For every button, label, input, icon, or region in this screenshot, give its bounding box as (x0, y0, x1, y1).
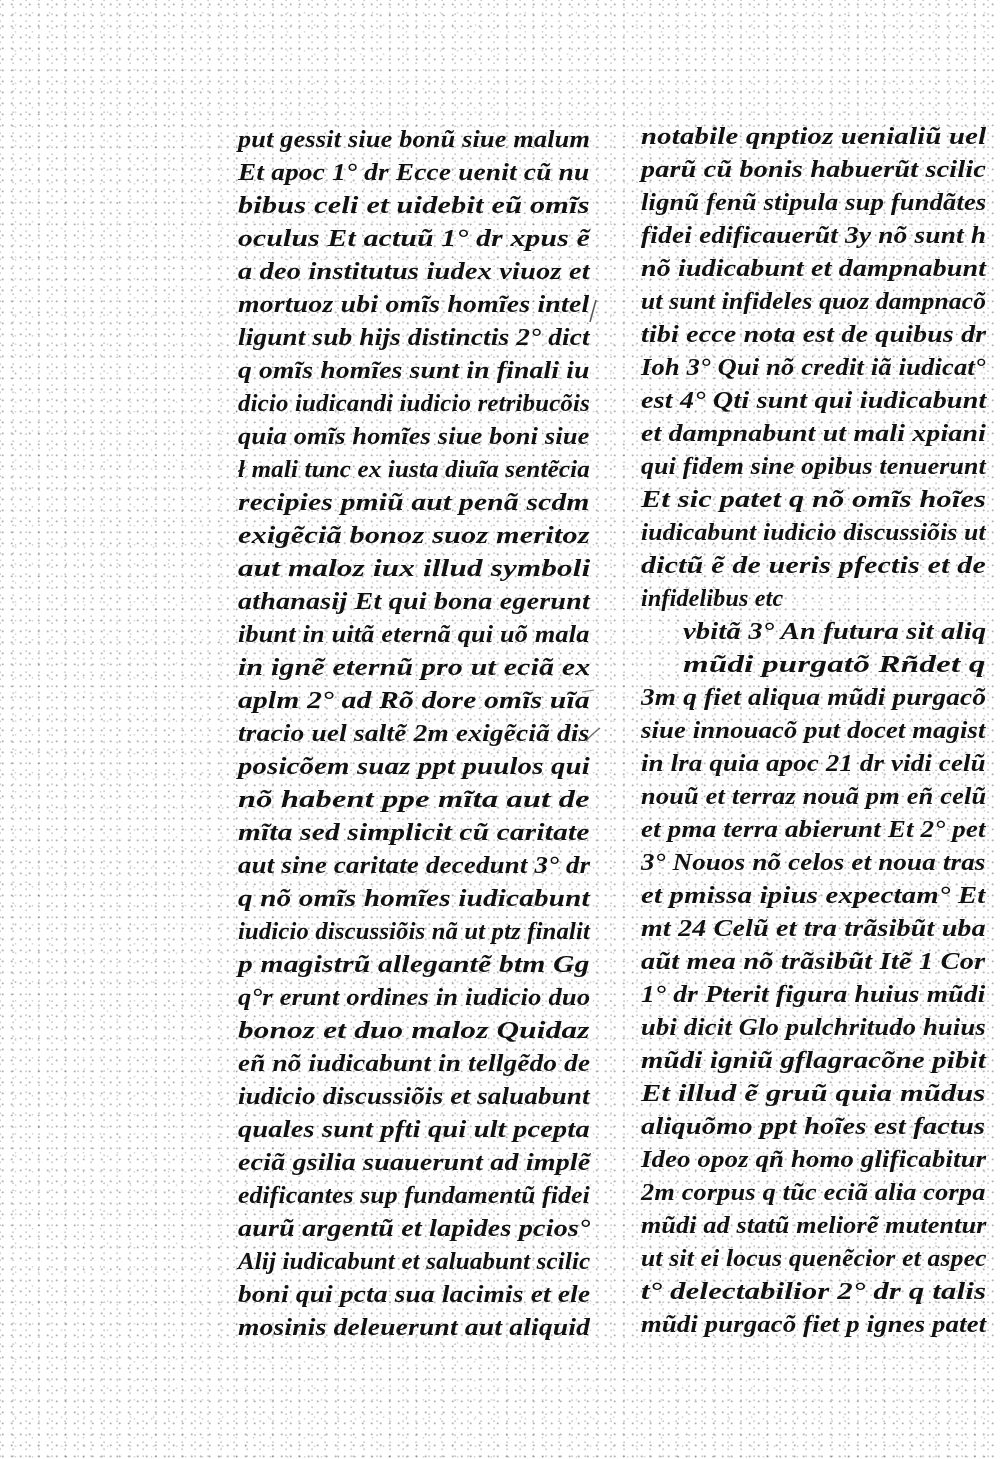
manuscript-line: athanasij Et qui bona egerunt (238, 589, 591, 615)
manuscript-line: Et apoc 1° dr Ecce uenit cũ nu (238, 160, 590, 186)
manuscript-line: mũdi purgatõ Rñdet q (683, 652, 986, 678)
manuscript-line: eñ nõ iudicabunt in tellgẽdo de (238, 1051, 591, 1077)
manuscript-line: aut maloz iux illud symboli (238, 556, 591, 582)
manuscript-line: eciã gsilia suauerunt ad implẽ (238, 1150, 591, 1176)
section-heading-line: vbitã 3° An futura sit aliq (683, 619, 987, 645)
manuscript-line: aũt mea nõ trãsibũt Itẽ 1 Cor (641, 949, 986, 975)
manuscript-line: et pma terra abierunt Et 2° pet (641, 817, 986, 843)
manuscript-line: edificantes sup fundamentũ fidei (238, 1183, 590, 1209)
manuscript-line: iudicio discussiõis nã ut ptz finalit (238, 919, 591, 945)
manuscript-line: p magistrũ allegantẽ btm Gg (238, 952, 590, 978)
manuscript-line: ligunt sub hijs distinctis 2° dict (238, 325, 590, 351)
manuscript-line: dicio iudicandi iudicio retribucõis (238, 391, 590, 417)
manuscript-line: nouũ et terraz nouã pm eñ celũ (641, 784, 987, 810)
manuscript-line: aliquõmo ppt hoĩes est factus (641, 1114, 986, 1140)
margin-stroke (590, 300, 596, 322)
manuscript-line: nõ habent ppe mĩta aut de (238, 787, 590, 813)
manuscript-line: q nõ omĩs homĩes iudicabunt (238, 886, 590, 912)
manuscript-line: mũdi igniũ gflagracõne pibit (641, 1048, 987, 1074)
manuscript-line: oculus Et actuũ 1° dr xpus ẽ (238, 226, 590, 252)
manuscript-line: iudicio discussiõis et saluabunt (238, 1084, 590, 1110)
manuscript-line: est 4° Qti sunt qui iudicabunt (641, 388, 987, 414)
manuscript-line: mt 24 Celũ et tra trãsibũt uba (641, 916, 986, 942)
left-column (238, 124, 590, 1345)
manuscript-line: ubi dicit Glo pulchritudo huius (641, 1015, 986, 1041)
manuscript-line: mortuoz ubi omĩs homĩes intel (238, 292, 590, 318)
manuscript-line: infidelibus etc (641, 586, 784, 612)
manuscript-line: tibi ecce nota est de quibus dr (641, 322, 987, 348)
manuscript-line: aplm 2° ad Rõ dore omĩs uĩa (238, 688, 590, 714)
manuscript-line: 2m corpus q tũc eciã alia corpa (641, 1180, 986, 1206)
manuscript-line: quales sunt pfti qui ult pcepta (238, 1117, 590, 1143)
manuscript-line: nõ iudicabunt et dampnabunt (641, 256, 987, 282)
manuscript-line: mũdi ad statũ meliorẽ mutentur (641, 1213, 987, 1239)
manuscript-line: dictũ ẽ de ueris pfectis et de (641, 553, 986, 579)
manuscript-line: et dampnabunt ut mali xpiani (641, 421, 987, 447)
manuscript-line: et pmissa ipius expectam° Et (641, 883, 986, 909)
manuscript-line: in ignẽ eternũ pro ut eciã ex (238, 655, 591, 681)
manuscript-line: ut sit ei locus quenẽcior et aspec (641, 1246, 987, 1272)
manuscript-line: bonoz et duo maloz Quidaz (238, 1018, 590, 1044)
manuscript-line: aurũ argentũ et lapides pcios° (238, 1216, 591, 1242)
manuscript-line: recipies pmiũ aut penã scdm (238, 490, 590, 516)
manuscript-line: ut sunt infideles quoz dampnacõ (641, 289, 987, 315)
manuscript-line: 3m q fiet aliqua mũdi purgacõ (641, 685, 987, 711)
manuscript-line: posicõem suaz ppt puulos qui (238, 754, 590, 780)
manuscript-line: ibunt in uitã eternã qui uõ mala (238, 622, 590, 648)
manuscript-line: Et illud ẽ gruũ quia mũdus (641, 1081, 986, 1107)
manuscript-line: fidei edificauerũt 3y nõ sunt h (641, 223, 987, 249)
manuscript-line: 1° dr Pterit figura huius mũdi (641, 982, 986, 1008)
manuscript-line: notabile qnptioz uenialiũ uel (641, 124, 987, 150)
manuscript-line: 3° Nouos nõ celos et noua tras (641, 850, 986, 876)
manuscript-line: ł mali tunc ex iusta diuĩa sentẽcia (238, 457, 590, 483)
manuscript-line: q°r erunt ordines in iudicio duo (238, 985, 591, 1011)
manuscript-line: aut sine caritate decedunt 3° dr (238, 853, 591, 879)
manuscript-line: mũdi purgacõ fiet p ignes patet (641, 1312, 987, 1338)
manuscript-line: boni qui pcta sua lacimis et ele (238, 1282, 591, 1308)
manuscript-line: mosinis deleuerunt aut aliquid (238, 1315, 591, 1341)
manuscript-line: Et sic patet q nõ omĩs hoĩes (641, 487, 987, 513)
manuscript-line: put gessit siue bonũ siue malum (238, 127, 591, 153)
manuscript-line: qui fidem sine opibus tenuerunt (641, 454, 987, 480)
manuscript-line: bibus celi et uidebit eũ omĩs (238, 193, 590, 219)
manuscript-line: siue innouacõ put docet magist (641, 718, 986, 744)
manuscript-line: quia omĩs homĩes siue boni siue (238, 424, 590, 450)
manuscript-line: Ioh 3° Qui nõ credit iã iudicat° (641, 355, 986, 381)
manuscript-line: tracio uel saltẽ 2m exigẽciã dis (238, 721, 590, 747)
manuscript-line: in lra quia apoc 21 dr vidi celũ (641, 751, 986, 777)
manuscript-line: Ideo opoz qñ homo glificabitur (641, 1147, 987, 1173)
manuscript-line: iudicabunt iudicio discussiõis ut (641, 520, 986, 546)
manuscript-line: t° delectabilior 2° dr q talis (641, 1279, 987, 1305)
right-column (641, 121, 986, 1342)
manuscript-line: Alij iudicabunt et saluabunt scilic (238, 1249, 591, 1275)
manuscript-line: exigẽciã bonoz suoz meritoz (238, 523, 590, 549)
manuscript-line: a deo institutus iudex viuoz et (238, 259, 590, 285)
manuscript-line: mĩta sed simplicit cũ caritate (238, 820, 590, 846)
manuscript-line: parũ cũ bonis habuerũt scilic (641, 157, 987, 183)
manuscript-line: q omĩs homĩes sunt in finali iu (238, 358, 590, 384)
manuscript-line: lignũ fenũ stipula sup fundãtes (641, 190, 987, 216)
